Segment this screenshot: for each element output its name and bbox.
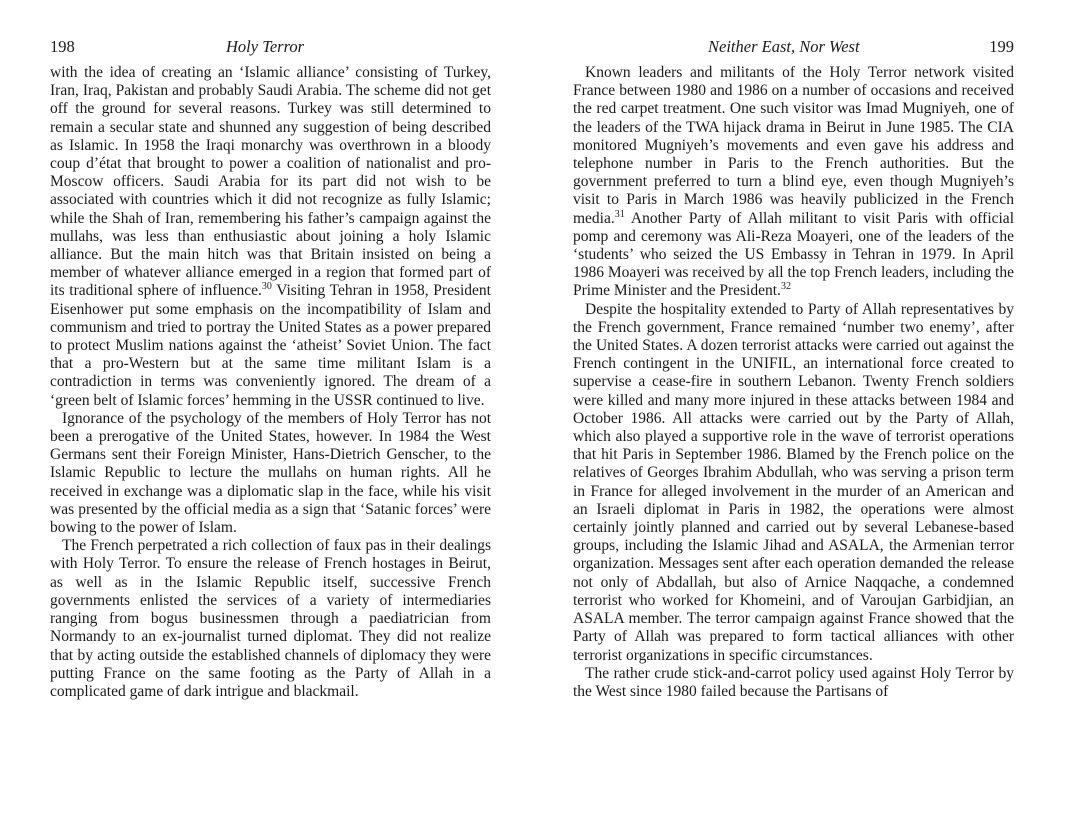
right-paragraph-1 [573, 64, 1014, 301]
right-page-body [573, 64, 1014, 701]
footnote-ref-32: 32 [780, 281, 791, 293]
right-running-head: Neither East, Nor West [708, 37, 860, 56]
right-page-number: 199 [989, 37, 1014, 56]
left-paragraph-1-text-cont: Visiting Tehran in 1958, President Eisenhower put some emphasis on the incompatibility of Islam and communism and tried to portray the United States as a power prepared to protect Muslim nations against the ‘atheist’ Soviet Union. The fact that a pro-Western but at the same time militant Islam is a contradiction in terms was conveniently ignored. The dream of a ‘green belt of Islamic forces’ hemming in the USSR continued to live. [50, 282, 491, 409]
left-paragraph-2: Ignorance of the psychology of the members of Holy Terror has not been a prerogative of the United States, however. In 1984 the West Germans sent their Foreign Minister, Hans-Dietrich Genscher, to the Islamic Republic to lecture the mullahs on human rights. All he received in exchange was a diplomatic slap in the face, while his visit was presented by the official media as a sign that ‘Satanic forces’ were bowing to the power of Islam. [50, 409, 491, 537]
right-paragraph-3: The rather crude stick-and-carrot policy used against Holy Terror by the West since 1980 failed because the Partisans of [573, 664, 1014, 700]
left-paragraph-1 [50, 64, 491, 410]
left-paragraph-3: The French perpetrated a rich collection of faux pas in their dealings with Holy Terror. To ensure the release of French hostages in Beirut, as well as in the Islamic Republic itself, successive French governments enlisted the services of a variety of intermediaries ranging from bogus businessmen through a paediatrician from Normandy to an ex-journalist turned diplomat. They did not realize that by acting outside the established channels of diplomacy they were putting France on the same footing as the Party of Allah in a complicated game of dark intrigue and blackmail. [50, 537, 491, 700]
right-paragraph-2: Despite the hospitality extended to Party of Allah representatives by the French government, France remained ‘number two enemy’, after the United States. A dozen terrorist attacks were carried out against the French contingent in the UNIFIL, an international force created to supervise a cease-fire in southern Lebanon. Twenty French soldiers were killed and many more injured in these attacks between 1984 and October 1986. All attacks were carried out by the Party of Allah, which also played a supportive role in the wave of terrorist operations that hit Paris in September 1986. Blamed by the French police on the relatives of Georges Ibrahim Abdullah, who was serving a prison term in France for alleged involvement in the murder of an American and an Israeli diplomat in Paris in 1982, the operations were almost certainly jointly planned and carried out by several Lebanese-based groups, including the Islamic Jihad and ASALA, the Armenian terror organization. Messages sent after each operation demanded the release not only of Abdallah, but also of Arnice Naqqache, a condemned terrorist who worked for Khomeini, and of Varoujan Garbidjian, an ASALA member. The terror campaign against France showed that the Party of Allah was prepared to form tactical alliances with other terrorist organizations in specific circumstances. [573, 300, 1014, 664]
footnote-ref-30: 30 [261, 281, 272, 293]
right-paragraph-1-text-cont: Another Party of Allah militant to visit Paris with official pomp and ceremony was Ali-Reza Moayeri, one of the leaders of the ‘students’ who seized the US Embassy in Tehran in 1979. In April 1986 Moayeri was received by all the top French leaders, including the Prime Minister and the President. [573, 209, 1014, 300]
left-page-body [50, 64, 491, 701]
left-page [50, 0, 491, 829]
footnote-ref-31: 31 [614, 208, 625, 220]
right-page [573, 0, 1014, 829]
left-paragraph-1-text: with the idea of creating an ‘Islamic alliance’ consisting of Turkey, Iran, Iraq, Pakistan and probably Saudi Arabia. The scheme did not get off the ground for several reasons. Turkey was still determined to remain a secular state and shunned any suggestion of being described as Islamic. In 1958 the Iraqi monarchy was overthrown in a bloody coup d’état that brought to power a coalition of nationalist and pro-Moscow officers. Saudi Arabia for its part did not wish to be associated with countries which it did not recognize as fully Islamic; while the Shah of Iran, remembering his father’s campaign against the mullahs, was less than enthusiastic about joining a holy Islamic alliance. But the main hitch was that Britain insisted on being a member of whatever alliance emerged in a region that formed part of its traditional sphere of influence. [50, 64, 491, 300]
left-running-head: Holy Terror [226, 37, 305, 56]
right-paragraph-1-text: Known leaders and militants of the Holy Terror network visited France between 1980 and 1986 on a number of occasions and received the red carpet treatment. One such visitor was Imad Mugniyeh, one of the leaders of the TWA hijack drama in Beirut in June 1985. The CIA monitored Mugniyeh’s movements and even gave his address and telephone number in Paris to the French authorities. But the government preferred to turn a blind eye, even though Mugniyeh’s visit to Paris in March 1986 was heavily publicized in the French media. [573, 64, 1014, 227]
right-page-header [573, 36, 1014, 58]
left-page-header [50, 36, 491, 58]
left-page-number: 198 [50, 37, 75, 56]
